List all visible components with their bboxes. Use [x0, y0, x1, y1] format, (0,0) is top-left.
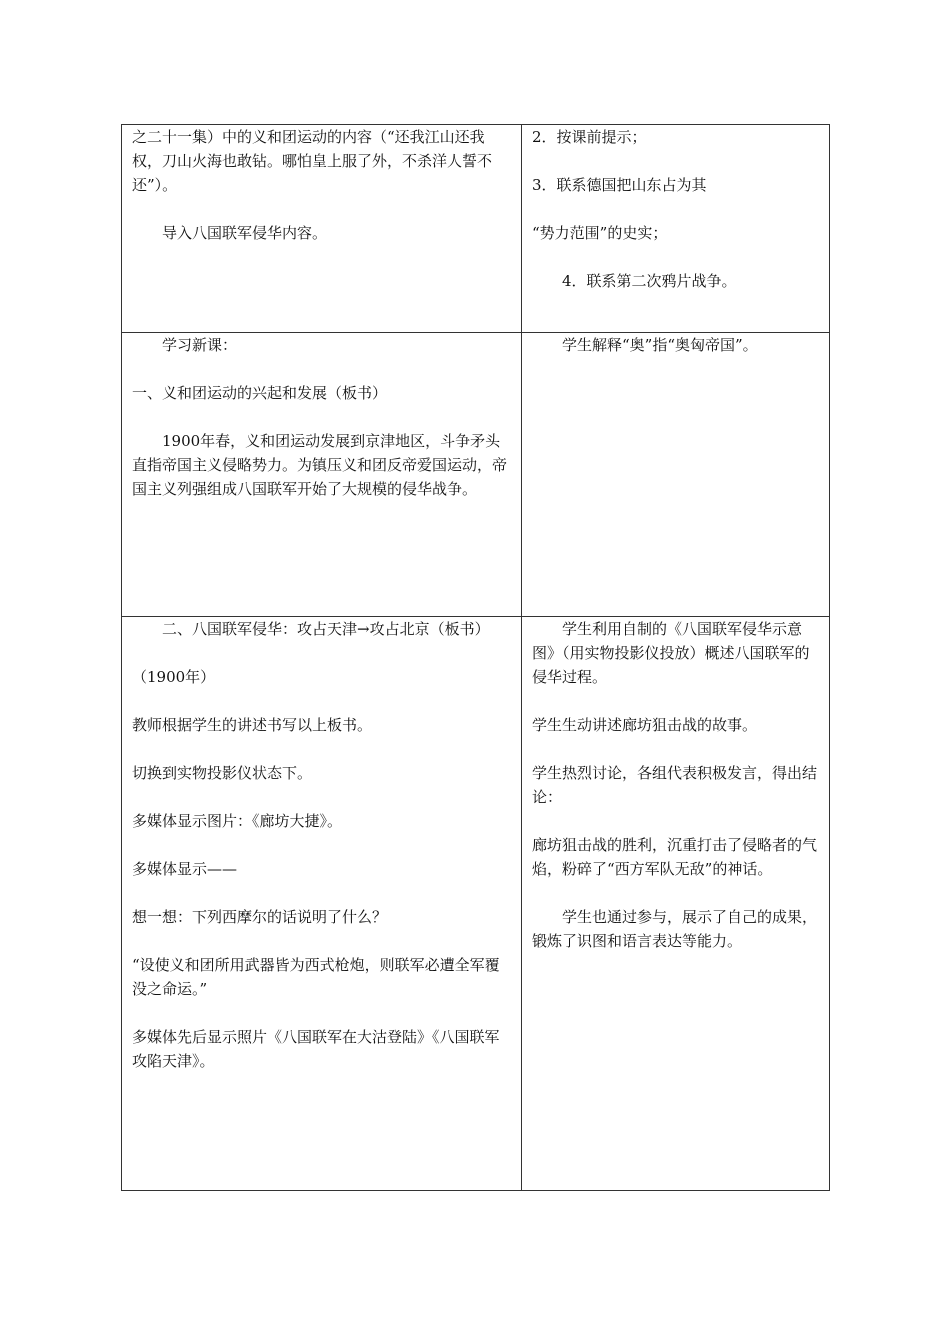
paragraph: 学习新课： [162, 336, 238, 354]
table-row [122, 333, 830, 617]
paragraph: 多媒体先后显示照片《八国联军在大沽登陆》《八国联军攻陷天津》。 [132, 1028, 500, 1070]
student-activity-cell [522, 617, 830, 1191]
paragraph: 教师根据学生的讲述书写以上板书。 [132, 716, 373, 734]
paragraph: 廊坊狙击战的胜利，沉重打击了侵略者的气焰，粉碎了“西方军队无敌”的神话。 [532, 836, 818, 878]
paragraph: 之二十一集）中的义和团运动的内容（“还我江山还我权，刀山火海也敢钻。哪怕皇上服了外，不杀洋人誓不还”）。 [132, 128, 493, 194]
teacher-activity-cell [122, 333, 522, 617]
section-heading: 一、义和团运动的兴起和发展（板书） [132, 384, 388, 402]
paragraph: 多媒体显示图片：《廊坊大捷》。 [132, 812, 343, 830]
paragraph: 学生解释“奥”指“奥匈帝国”。 [562, 336, 758, 354]
student-activity-cell [522, 333, 830, 617]
teacher-activity-cell [122, 125, 522, 333]
paragraph: 想一想：下列西摩尔的话说明了什么？ [132, 908, 388, 926]
table-row [122, 125, 830, 333]
paragraph: 1900年春，义和团运动发展到京津地区，斗争矛头直指帝国主义侵略势力。为镇压义和团反帝爱国运动，帝国主义列强组成八国联军开始了大规模的侵华战争。 [132, 432, 508, 498]
paragraph: “势力范围”的史实； [532, 224, 668, 242]
student-activity-cell [522, 125, 830, 333]
section-heading: 二、八国联军侵华：攻占天津→攻占北京（板书） [162, 620, 490, 638]
paragraph: 学生也通过参与，展示了自己的成果，锻炼了识图和语言表达等能力。 [532, 908, 818, 950]
paragraph: （1900年） [132, 668, 216, 686]
lesson-plan-table [121, 124, 830, 1191]
paragraph: 切换到实物投影仪状态下。 [132, 764, 313, 782]
quotation: “设使义和团所用武器皆为西式枪炮，则联军必遭全军覆没之命运。” [132, 956, 500, 998]
paragraph: 4．联系第二次鸦片战争。 [562, 272, 737, 290]
paragraph: 2．按课前提示； [532, 128, 647, 146]
paragraph: 学生利用自制的《八国联军侵华示意图》（用实物投影仪投放）概述八国联军的侵华过程。 [532, 620, 810, 686]
paragraph: 多媒体显示—— [132, 860, 238, 878]
paragraph: 学生热烈讨论，各组代表积极发言，得出结论： [532, 764, 818, 806]
teacher-activity-cell [122, 617, 522, 1191]
paragraph: 3．联系德国把山东占为其 [532, 176, 707, 194]
paragraph: 导入八国联军侵华内容。 [162, 224, 328, 242]
table-row [122, 617, 830, 1191]
paragraph: 学生生动讲述廊坊狙击战的故事。 [532, 716, 758, 734]
